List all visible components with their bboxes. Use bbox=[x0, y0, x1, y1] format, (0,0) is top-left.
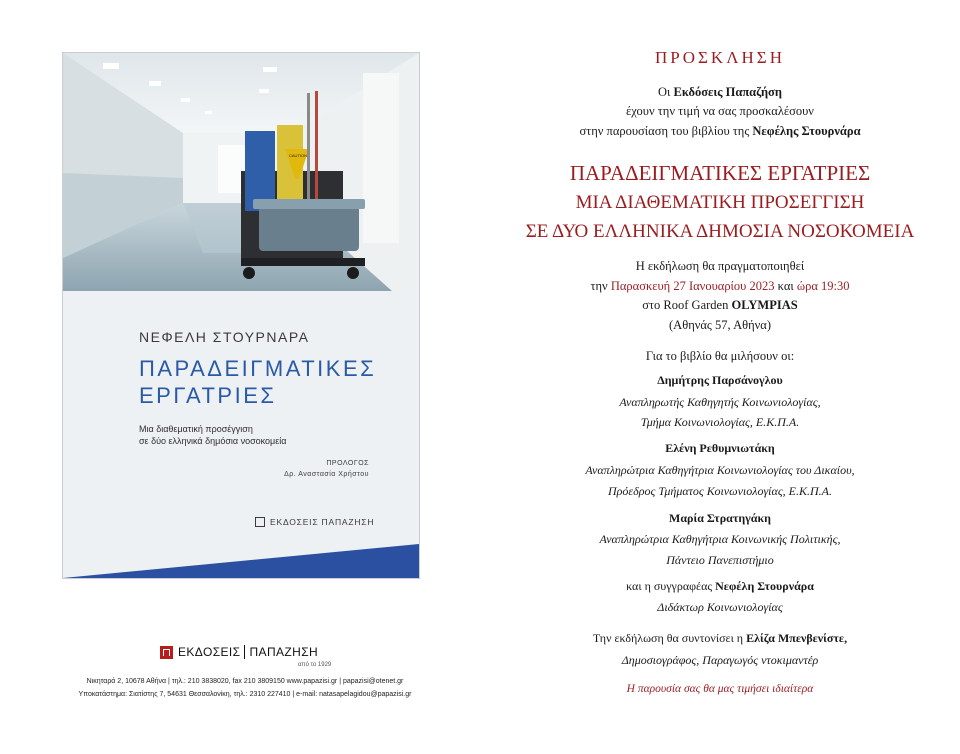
book-title-line3: ΣΕ ΔΥΟ ΕΛΛΗΝΙΚΑ ΔΗΜΟΣΙΑ ΝΟΣΟΚΟΜΕΙΑ bbox=[525, 221, 915, 242]
publisher-since: από το 1929 bbox=[298, 662, 332, 668]
intro-prefix: Οι bbox=[658, 85, 674, 99]
cover-blue-stripe bbox=[63, 544, 419, 578]
publisher-logo bbox=[160, 645, 318, 659]
book-title-line1: ΠΑΡΑΔΕΙΓΜΑΤΙΚΕΣ ΕΡΓΑΤΡΙΕΣ bbox=[569, 161, 871, 185]
venue-prefix: στο Roof Garden bbox=[642, 298, 732, 312]
publisher-address-line1: Νικηταρά 2, 10678 Αθήνα | τηλ.: 210 3838020, fax 210 3809150 www.papazisi.gr | papazisi@otenet.gr bbox=[86, 678, 404, 685]
author-name: Νεφέλη Στουρνάρα bbox=[715, 579, 814, 593]
event-time-mid: και bbox=[774, 279, 797, 293]
svg-text:CAUTION: CAUTION bbox=[289, 153, 307, 158]
speaker2-role1: Αναπληρώτρια Καθηγήτρια Κοινωνιολογίας του Δικαίου, bbox=[585, 463, 855, 477]
invitation-header: ΠΡΟΣΚΛΗΣΗ bbox=[655, 48, 785, 67]
venue-name: OLYMPIAS bbox=[731, 298, 798, 312]
cover-title-line1: ΠΑΡΑΔΕΙΓΜΑΤΙΚΕΣ bbox=[139, 356, 377, 381]
publisher-logo-icon bbox=[160, 646, 173, 659]
cover-publisher bbox=[255, 517, 374, 527]
intro-line3 bbox=[500, 125, 940, 138]
publisher-logo-part2: ΠΑΠΑΖΗΣΗ bbox=[249, 645, 319, 659]
moderator-line bbox=[500, 632, 940, 644]
moderator-name: Ελίζα Μπενβενίστε, bbox=[746, 631, 848, 645]
speaker1-name: Δημήτρης Παρσάνογλου bbox=[657, 373, 783, 387]
speaker3-role2: Πάντειο Πανεπιστήμιο bbox=[666, 553, 774, 567]
cover-prologue-name: Δρ. Αναστασία Χρήστου bbox=[284, 471, 369, 478]
cover-prologue bbox=[284, 458, 369, 480]
publisher-mark-icon bbox=[255, 517, 265, 527]
event-time: ώρα 19:30 bbox=[796, 279, 850, 293]
book-title-line2: ΜΙΑ ΔΙΑΘΕΜΑΤΙΚΗ ΠΡΟΣΕΓΓΙΣΗ bbox=[575, 192, 865, 213]
speakers-intro: Για το βιβλίο θα μιλήσουν οι: bbox=[645, 349, 795, 363]
cover-publisher-name: ΕΚΔΟΣΕΙΣ ΠΑΠΑΖΗΣΗ bbox=[270, 517, 375, 527]
hospital-corridor-photo bbox=[63, 53, 419, 315]
cover-subtitle-line1: Μια διαθεματική προσέγγιση bbox=[139, 424, 253, 434]
moderator-role: Δημοσιογράφος, Παραγωγός ντοκιμαντέρ bbox=[621, 653, 819, 667]
speaker3-role1: Αναπληρώτρια Καθηγήτρια Κοινωνικής Πολιτικής, bbox=[599, 532, 841, 546]
intro-author: Νεφέλης Στουρνάρα bbox=[752, 124, 861, 138]
author-prefix: και η συγγραφέας bbox=[626, 579, 716, 593]
logo-divider bbox=[244, 645, 245, 659]
event-date-prefix: την bbox=[590, 279, 611, 293]
speaker1-role1: Αναπληρωτής Καθηγητής Κοινωνιολογίας, bbox=[619, 395, 821, 409]
cover-title bbox=[139, 355, 376, 409]
event-line1: Η εκδήλωση θα πραγματοποιηθεί bbox=[635, 259, 805, 273]
publisher-logo-part1: ΕΚΔΟΣΕΙΣ bbox=[178, 645, 241, 659]
intro-line2: έχουν την τιμή να σας προσκαλέσουν bbox=[626, 104, 814, 118]
closing-line: Η παρουσία σας θα μας τιμήσει ιδιαίτερα bbox=[626, 683, 814, 695]
moderator-prefix: Την εκδήλωση θα συντονίσει η bbox=[592, 631, 747, 645]
intro-line3-prefix: στην παρουσίαση του βιβλίου της bbox=[579, 124, 753, 138]
speaker1-role2: Τμήμα Κοινωνιολογίας, Ε.Κ.Π.Α. bbox=[640, 415, 800, 429]
book-cover bbox=[62, 52, 420, 579]
speaker2-name: Ελένη Ρεθυμνιωτάκη bbox=[665, 441, 775, 455]
speaker3-name: Μαρία Στρατηγάκη bbox=[669, 511, 771, 525]
venue-line bbox=[500, 299, 940, 312]
cover-prologue-label: ΠΡΟΛΟΓΟΣ bbox=[326, 460, 369, 467]
intro-line1 bbox=[500, 86, 940, 99]
cover-title-line2: ΕΡΓΑΤΡΙΕΣ bbox=[139, 383, 277, 408]
cover-subtitle-line2: σε δύο ελληνικά δημόσια νοσοκομεία bbox=[139, 436, 287, 446]
venue-address: (Αθηνάς 57, Αθήνα) bbox=[669, 318, 771, 332]
author-line bbox=[500, 580, 940, 592]
publisher-address-line2: Υποκατάστημα: Σιατίστης 7, 54631 Θεσσαλονίκη, τηλ.: 2310 227410 | e-mail: natasapelagidou@papazisi.gr bbox=[78, 691, 412, 698]
event-date: Παρασκευή 27 Ιανουαρίου 2023 bbox=[610, 279, 775, 293]
cover-subtitle bbox=[139, 423, 286, 447]
intro-publisher: Εκδόσεις Παπαζήση bbox=[673, 85, 782, 99]
cover-author: ΝΕΦΕΛΗ ΣΤΟΥΡΝΑΡΑ bbox=[139, 329, 310, 345]
event-date-line bbox=[500, 280, 940, 293]
author-role: Διδάκτωρ Κοινωνιολογίας bbox=[657, 600, 783, 614]
speaker2-role2: Πρόεδρος Τμήματος Κοινωνιολογίας, Ε.Κ.Π.Α. bbox=[607, 484, 833, 498]
